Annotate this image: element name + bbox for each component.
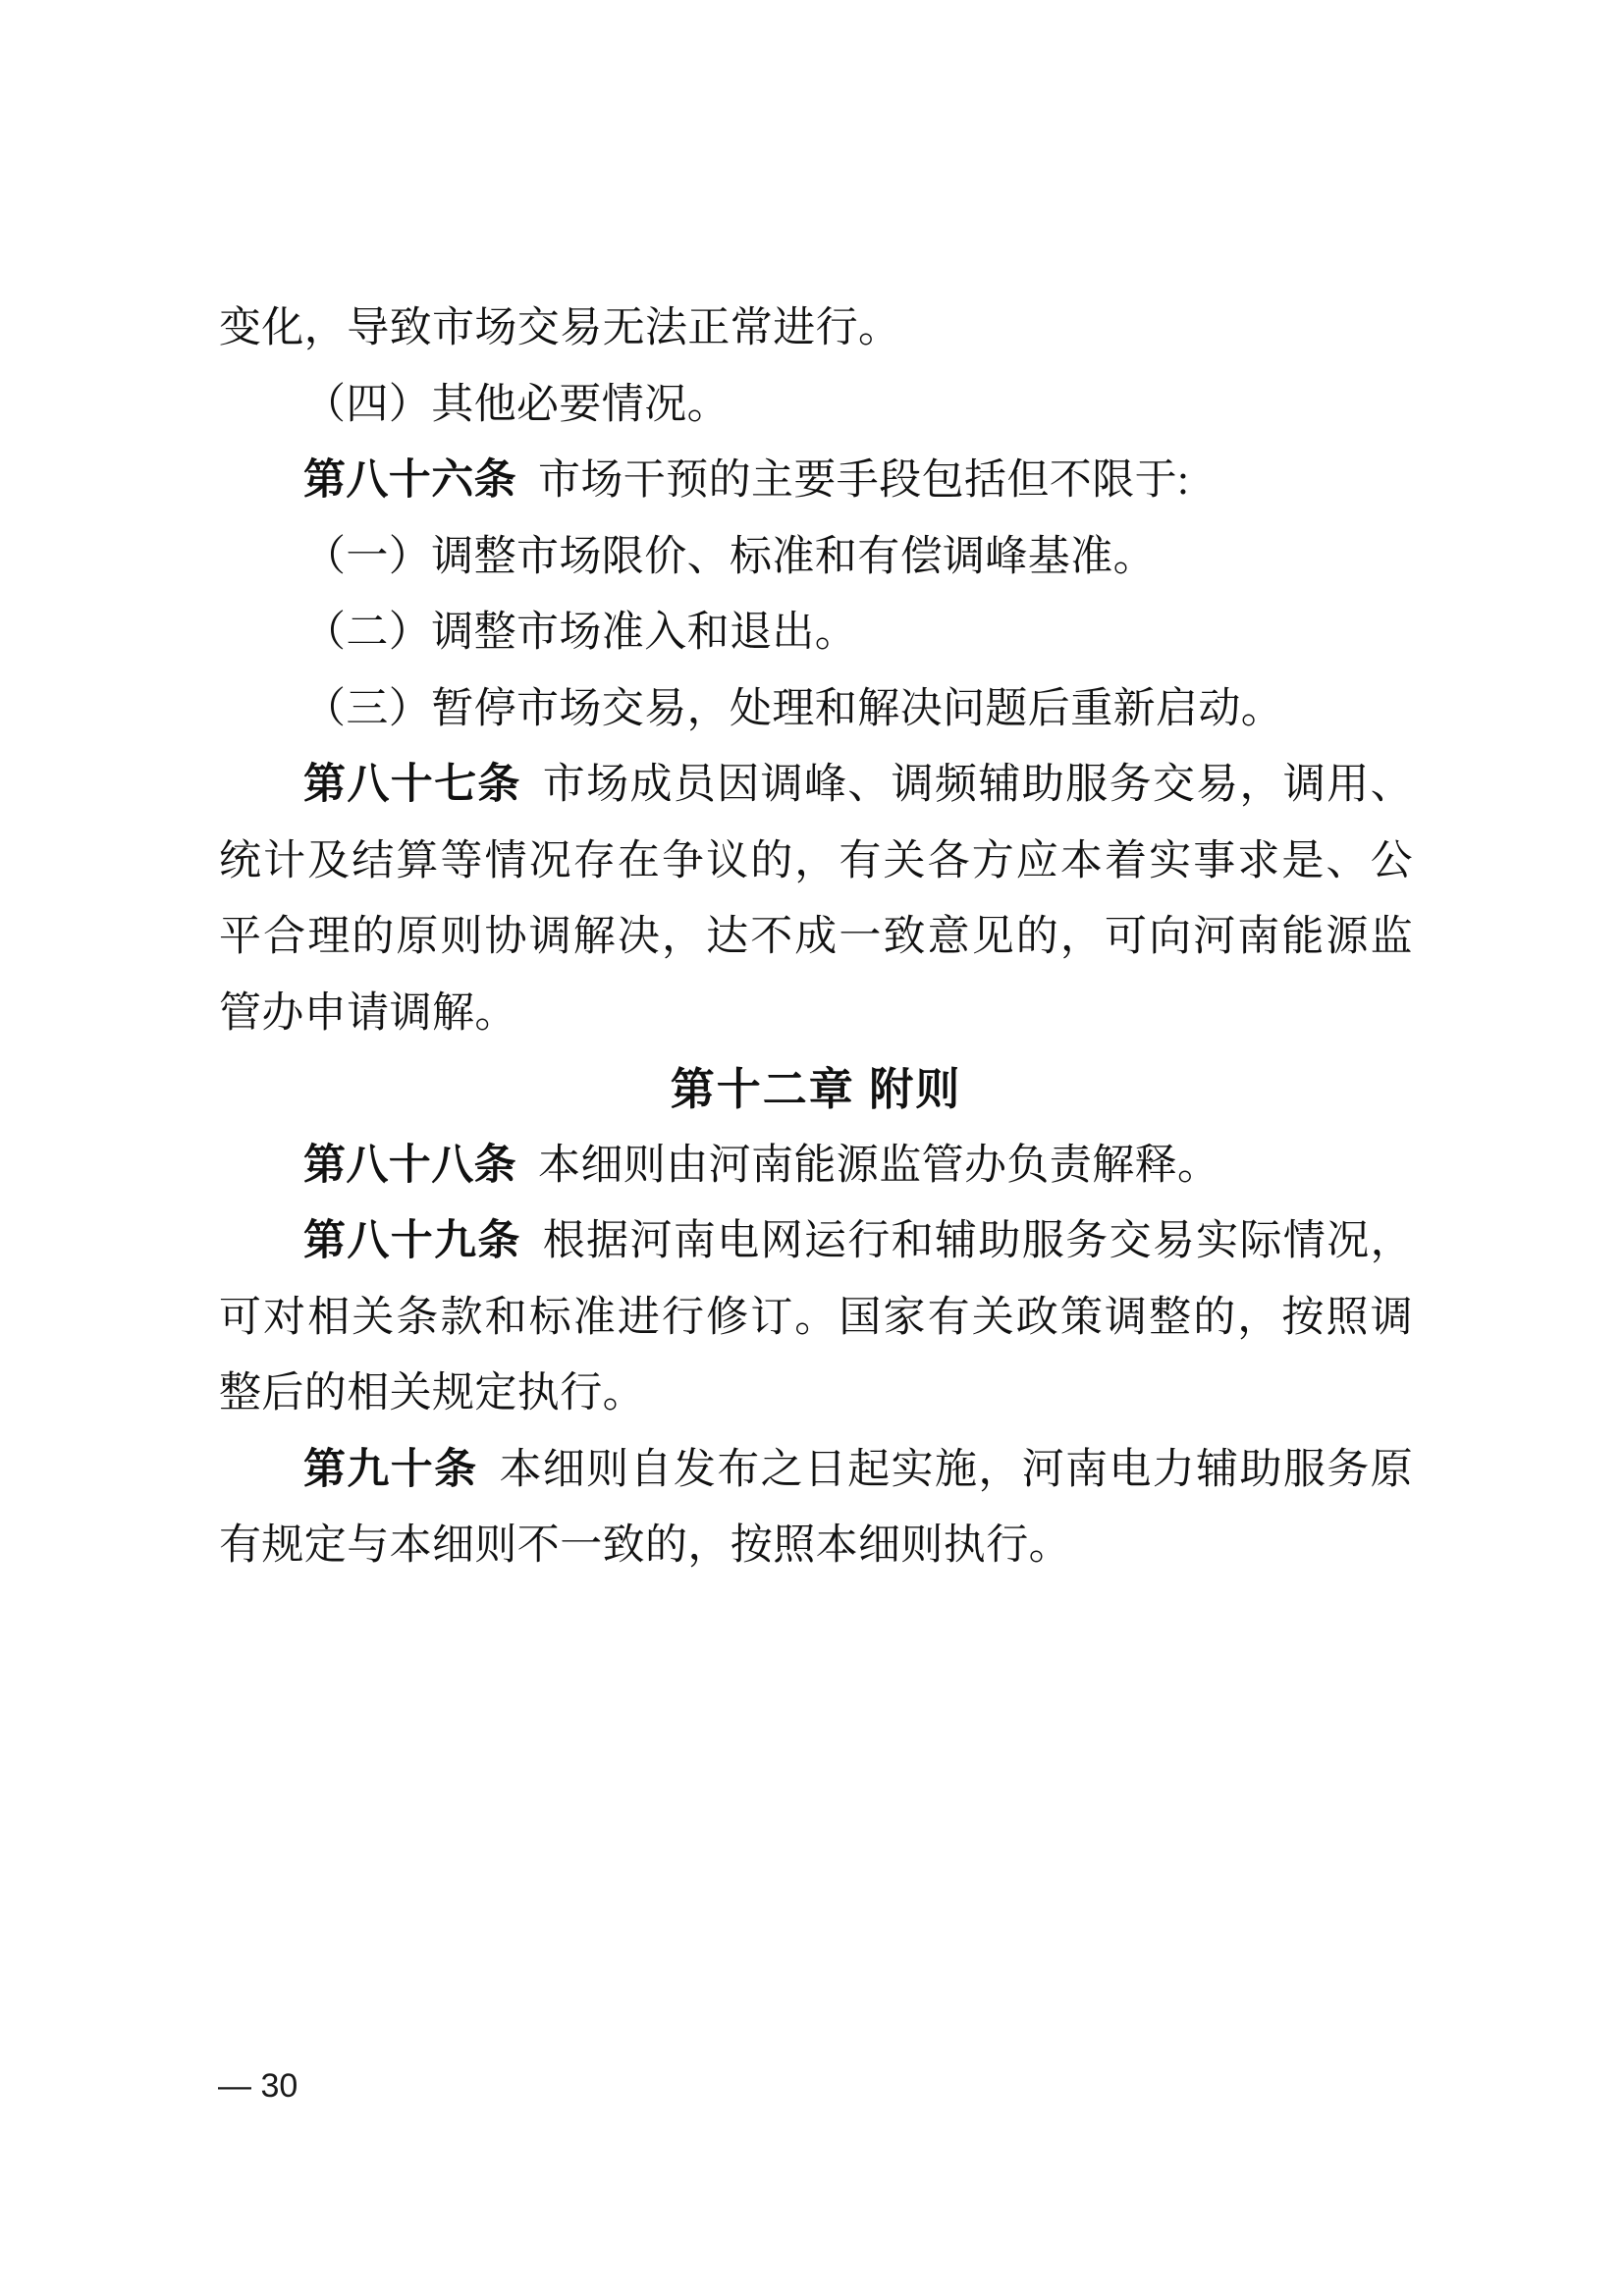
article-86-text: 市场干预的主要手段包括但不限于: [538, 457, 1190, 504]
article-88-line [219, 1128, 1413, 1204]
body-line: 变化，导致市场交易无法正常进行。 [219, 305, 901, 351]
list-item-4: （四）其他必要情况。 [303, 381, 730, 428]
body-line: 平合理的原则协调解决，达不成一致意见的，可向河南能源监 [219, 914, 1413, 960]
article-87-line [219, 747, 1413, 824]
list-item-2: （二）调整市场准入和退出。 [303, 610, 858, 656]
article-90-line [219, 1432, 1413, 1509]
article-89-line [219, 1203, 1413, 1280]
body-line: 统计及结算等情况存在争议的，有关各方应本着实事求是、公 [219, 837, 1413, 884]
article-90-text: 本细则自发布之日起实施，河南电力辅助服务原 [499, 1446, 1413, 1493]
list-item-1: （一）调整市场限价、标准和有偿调峰基准。 [303, 533, 1156, 580]
body-line: 整后的相关规定执行。 [219, 1370, 645, 1416]
article-86-line [219, 443, 1413, 519]
body-line: 有规定与本细则不一致的，按照本细则执行。 [219, 1522, 1071, 1569]
list-item-3: （三）暂停市场交易，处理和解决问题后重新启动。 [303, 685, 1284, 732]
document-body [219, 291, 1413, 1584]
article-87-text: 市场成员因调峰、调频辅助服务交易，调用、 [542, 762, 1413, 808]
article-87-number: 第八十七条 [303, 762, 521, 808]
article-90-number: 第九十条 [303, 1446, 478, 1493]
body-line: 可对相关条款和标准进行修订。国家有关政策调整的，按照调 [219, 1294, 1413, 1341]
article-89-number: 第八十九条 [303, 1218, 521, 1264]
article-88-text: 本细则由河南能源监管办负责解释。 [538, 1142, 1220, 1189]
article-89-text: 根据河南电网运行和辅助服务交易实际情况， [542, 1218, 1413, 1264]
body-line: 管办申请调解。 [219, 989, 517, 1037]
page-number: — 30 [218, 2067, 298, 2105]
article-86-number: 第八十六条 [303, 457, 516, 504]
chapter-12-heading: 第十二章 附则 [670, 1064, 962, 1114]
article-88-number: 第八十八条 [303, 1142, 516, 1189]
